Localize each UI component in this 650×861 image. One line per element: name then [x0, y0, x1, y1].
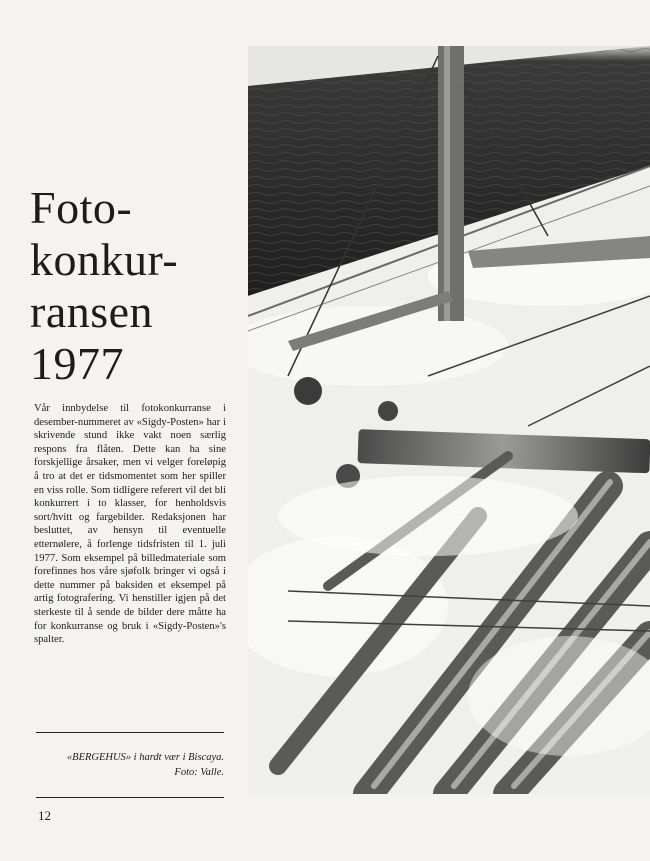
- article-body: Vår innbydelse til fotokonkurranse i desember-nummeret av «Sigdy-Posten» har i skrivende stund ikke vakt noen særlig respons fra flåten. Dette kan ha sine forskjellige årsaker, men vi velger foreløpig å tro at det er tidsmomentet som her spiller en viss rolle. Som tidligere referert vil det bli konkurrert i to klasser, for henholdsvis sort/hvitt og fargebilder. Redaksjonen har besluttet, av hensyn til eventuelle etternølere, å forlenge tidsfristen til 1. juli 1977. Som eksempel på billedmateriale som forefinnes hos våre sjøfolk bringer vi også i dette nummer på baksiden et eksempel på artig fotografering. Vi henstiller igjen på det sterkeste til å sende de bilder dere måtte ha for konkurranse og bruk i «Sigdy-Posten»'s spalter.: [34, 403, 226, 646]
- caption-credit: Foto: Valle.: [174, 767, 224, 778]
- photo-caption: [36, 750, 224, 780]
- caption-divider-top: [36, 732, 224, 733]
- title-line: ransen: [30, 286, 154, 337]
- title-line: 1977: [30, 338, 124, 389]
- ship-deck-photo: [248, 46, 650, 794]
- article-title: [30, 182, 240, 390]
- page-number: 12: [38, 808, 51, 823]
- caption-line: «BERGEHUS» i hardt vær i Biscaya.: [66, 752, 224, 763]
- title-line: Foto-: [30, 182, 133, 233]
- caption-divider-bottom: [36, 797, 224, 798]
- title-line: konkur-: [30, 234, 179, 285]
